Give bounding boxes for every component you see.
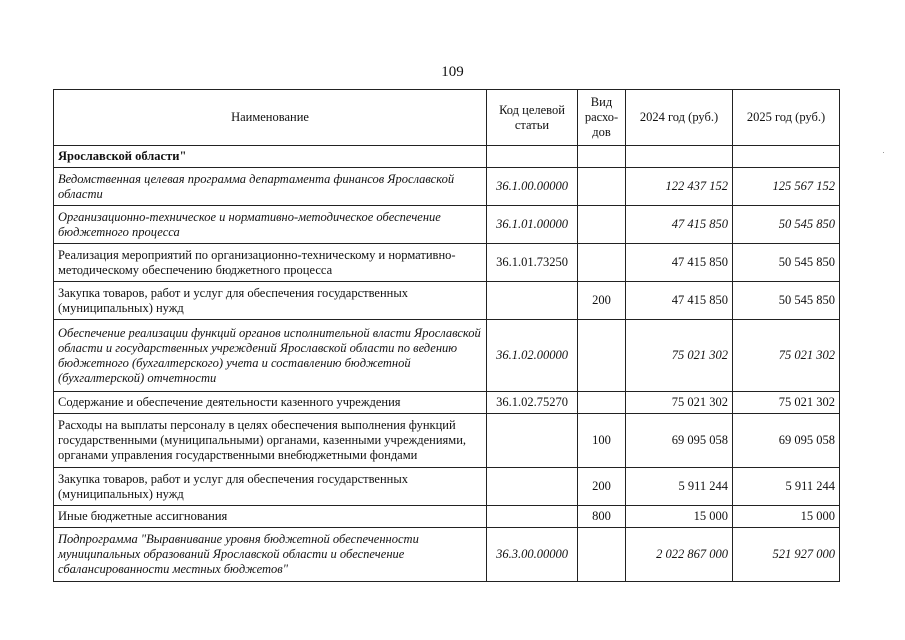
row-code-cell: 36.1.02.00000 xyxy=(487,320,578,392)
table-row xyxy=(54,282,840,320)
row-2024-cell: 122 437 152 xyxy=(626,168,733,206)
row-2024-cell: 2 022 867 000 xyxy=(626,528,733,582)
row-name-cell: Содержание и обеспечение деятельности казенного учреждения xyxy=(54,392,487,414)
row-vid-cell xyxy=(578,392,626,414)
row-2025-cell: 521 927 000 xyxy=(733,528,840,582)
row-name-cell: Иные бюджетные ассигнования xyxy=(54,506,487,528)
row-code-cell: 36.1.01.73250 xyxy=(487,244,578,282)
row-2025-cell: 75 021 302 xyxy=(733,320,840,392)
row-code-cell xyxy=(487,282,578,320)
row-2025-cell: 75 021 302 xyxy=(733,392,840,414)
row-2024-cell: 47 415 850 xyxy=(626,206,733,244)
row-code-cell xyxy=(487,414,578,468)
row-2025-cell: 125 567 152 xyxy=(733,168,840,206)
row-2025-cell: 50 545 850 xyxy=(733,244,840,282)
row-name-cell: Организационно-техническое и нормативно-методическое обеспечение бюджетного процесса xyxy=(54,206,487,244)
row-2025-cell xyxy=(733,146,840,168)
row-name-cell: Реализация мероприятий по организационно-техническому и нормативно-методическому обеспечению бюджетного процесса xyxy=(54,244,487,282)
row-2025-cell: 50 545 850 xyxy=(733,282,840,320)
header-2025: 2025 год (руб.) xyxy=(733,90,840,146)
row-name-cell: Обеспечение реализации функций органов исполнительной власти Ярославской области и государственных учреждений Ярославской области по ведению бюджетного (бухгалтерского) учета и составлению бюджетной (бухгалтерской) отчетности xyxy=(54,320,487,392)
table-row xyxy=(54,320,840,392)
row-code-cell: 36.1.01.00000 xyxy=(487,206,578,244)
row-code-cell: 36.1.02.75270 xyxy=(487,392,578,414)
row-2024-cell: 75 021 302 xyxy=(626,392,733,414)
row-2024-cell: 69 095 058 xyxy=(626,414,733,468)
header-row xyxy=(54,90,840,146)
row-2025-cell: 50 545 850 xyxy=(733,206,840,244)
row-vid-cell: 200 xyxy=(578,282,626,320)
header-name: Наименование xyxy=(54,90,487,146)
row-vid-cell xyxy=(578,528,626,582)
row-vid-cell: 800 xyxy=(578,506,626,528)
table-row xyxy=(54,528,840,582)
table-row xyxy=(54,146,840,168)
row-code-cell xyxy=(487,468,578,506)
row-2025-cell: 69 095 058 xyxy=(733,414,840,468)
row-name-cell: Закупка товаров, работ и услуг для обеспечения государственных (муниципальных) нужд xyxy=(54,282,487,320)
table-row xyxy=(54,244,840,282)
row-2024-cell: 15 000 xyxy=(626,506,733,528)
row-vid-cell xyxy=(578,146,626,168)
table-row xyxy=(54,168,840,206)
row-2025-cell: 15 000 xyxy=(733,506,840,528)
row-name-cell: Расходы на выплаты персоналу в целях обеспечения выполнения функций государственными (муниципальными) органами, казенными учреждениями, органами управления государственными внебюджетными фондами xyxy=(54,414,487,468)
row-name-cell: Закупка товаров, работ и услуг для обеспечения государственных (муниципальных) нужд xyxy=(54,468,487,506)
table-row xyxy=(54,414,840,468)
row-2024-cell xyxy=(626,146,733,168)
row-code-cell: 36.3.00.00000 xyxy=(487,528,578,582)
row-name-cell: Подпрограмма "Выравнивание уровня бюджетной обеспеченности муниципальных образований Ярославской области и обеспечение сбалансированности местных бюджетов" xyxy=(54,528,487,582)
row-2025-cell: 5 911 244 xyxy=(733,468,840,506)
row-2024-cell: 47 415 850 xyxy=(626,244,733,282)
header-2024: 2024 год (руб.) xyxy=(626,90,733,146)
table-body xyxy=(54,146,840,582)
scan-dot xyxy=(883,152,884,153)
row-code-cell: 36.1.00.00000 xyxy=(487,168,578,206)
row-vid-cell: 200 xyxy=(578,468,626,506)
table-row xyxy=(54,206,840,244)
row-2024-cell: 47 415 850 xyxy=(626,282,733,320)
row-2024-cell: 5 911 244 xyxy=(626,468,733,506)
header-vid: Вид расхо-дов xyxy=(578,90,626,146)
page-number: 109 xyxy=(441,64,464,80)
table-row xyxy=(54,392,840,414)
row-vid-cell xyxy=(578,244,626,282)
row-code-cell xyxy=(487,506,578,528)
row-2024-cell: 75 021 302 xyxy=(626,320,733,392)
row-vid-cell xyxy=(578,206,626,244)
table-row xyxy=(54,506,840,528)
table-row xyxy=(54,468,840,506)
header-code: Код целевой статьи xyxy=(487,90,578,146)
row-code-cell xyxy=(487,146,578,168)
row-name-cell: Ярославской области" xyxy=(54,146,487,168)
row-vid-cell xyxy=(578,168,626,206)
budget-table xyxy=(53,89,840,582)
row-vid-cell: 100 xyxy=(578,414,626,468)
row-vid-cell xyxy=(578,320,626,392)
row-name-cell: Ведомственная целевая программа департамента финансов Ярославской области xyxy=(54,168,487,206)
